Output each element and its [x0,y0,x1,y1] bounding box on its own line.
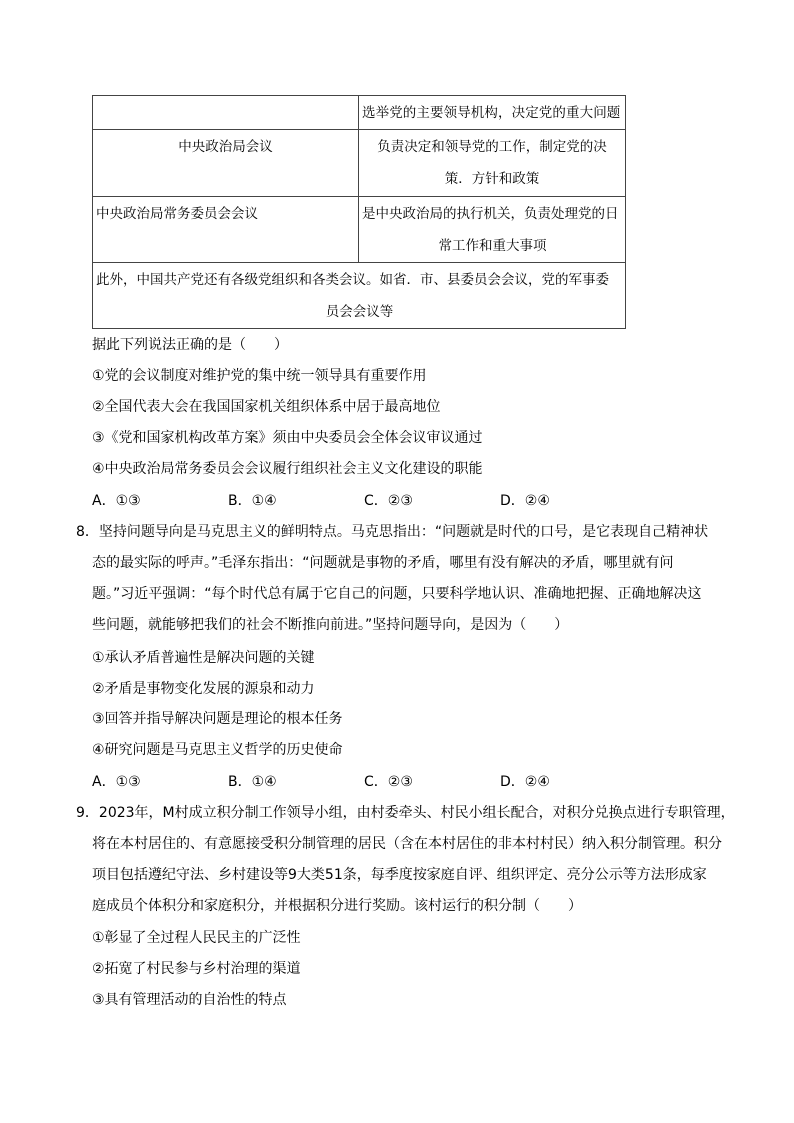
table-cell [93,263,625,328]
statement-item: ①彰显了全过程人民民主的广泛性 [92,930,301,946]
question-text-line: 态的最实际的呼声。”毛泽东指出：“问题就是事物的矛盾，哪里有没有解决的矛盾，哪里就有问 [92,555,674,571]
question-text-line: 9．2023年，M村成立积分制工作领导小组，由村委牵头、村民小组长配合，对积分兑换点进行专职管理， [76,805,735,821]
statement-item: ②拓宽了村民参与乡村治理的渠道 [92,961,301,977]
statement-item: ④中央政治局常务委员会会议履行组织社会主义文化建设的职能 [92,461,483,477]
option-d[interactable]: D．②④ [500,493,550,509]
cell-text-line: 是中央政治局的执行机关，负责处理党的日 [362,206,619,222]
question-text-line: 些问题，就能够把我们的社会不断推向前进。”坚持问题导向，是因为（ ） [92,617,569,633]
cell-text-line: 常工作和重大事项 [438,238,547,254]
table-row [93,96,625,130]
table-cell [359,130,625,196]
statement-item: ②矛盾是事物变化发展的源泉和动力 [92,681,315,697]
statement-item: ④研究问题是马克思主义哲学的历史使命 [92,742,343,758]
table-cell [93,130,359,196]
cell-text-line: 员会会议等 [325,304,394,320]
cell-text-line: 此外，中国共产党还有各级党组织和各类会议。如省．市、县委员会会议，党的军事委 [96,272,609,288]
option-a[interactable]: A．①③ [92,774,141,790]
option-c[interactable]: C．②③ [364,493,413,509]
meeting-name: 中央政治局会议 [178,139,273,155]
question-text-line: 8．坚持问题导向是马克思主义的鲜明特点。马克思指出：“问题就是时代的口号，是它表现自己精神状 [76,524,709,540]
statement-item: ②全国代表大会在我国国家机关组织体系中居于最高地位 [92,399,441,415]
table-row [93,197,625,263]
table-cell [93,96,359,129]
table-cell [359,197,625,262]
cell-text-line: 负责决定和领导党的工作，制定党的决 [377,139,607,155]
statement-item: ①承认矛盾普遍性是解决问题的关键 [92,650,315,666]
statement-item: ③回答并指导解决问题是理论的根本任务 [92,711,343,727]
table-cell: 选举党的主要领导机构，决定党的重大问题 [362,105,621,121]
table-row [93,130,625,197]
question-text-line: 项目包括遵纪守法、乡村建设等9大类51条，每季度按家庭自评、组织评定、亮分公示等方法形成家 [92,867,707,883]
meeting-name: 中央政治局常务委员会会议 [96,206,258,222]
statement-item: ①党的会议制度对维护党的集中统一领导具有重要作用 [92,368,427,384]
statement-item: ③《党和国家机构改革方案》须由中央委员会全体会议审议通过 [92,430,483,446]
table-cell [93,197,359,262]
question-text-line: 庭成员个体积分和家庭积分，并根据积分进行奖励。该村运行的积分制（ ） [92,898,582,914]
statement-item: ③具有管理活动的自治性的特点 [92,992,287,1008]
question-text-line: 将在本村居住的、有意愿接受积分制管理的居民（含在本村居住的非本村村民）纳入积分制管理。积分 [92,836,722,852]
option-b[interactable]: B．①④ [228,493,277,509]
cell-text-line: 策．方针和政策 [444,171,540,187]
option-b[interactable]: B．①④ [228,774,277,790]
option-a[interactable]: A．①③ [92,493,141,509]
meeting-table [92,95,626,329]
option-d[interactable]: D．②④ [500,774,550,790]
question-stem: 据此下列说法正确的是（ ） [92,337,288,353]
question-text-line: 题。”习近平强调：“每个时代总有属于它自己的问题，只要科学地认识、准确地把握、正确地解决这 [92,586,702,602]
table-row [93,263,625,328]
option-c[interactable]: C．②③ [364,774,413,790]
